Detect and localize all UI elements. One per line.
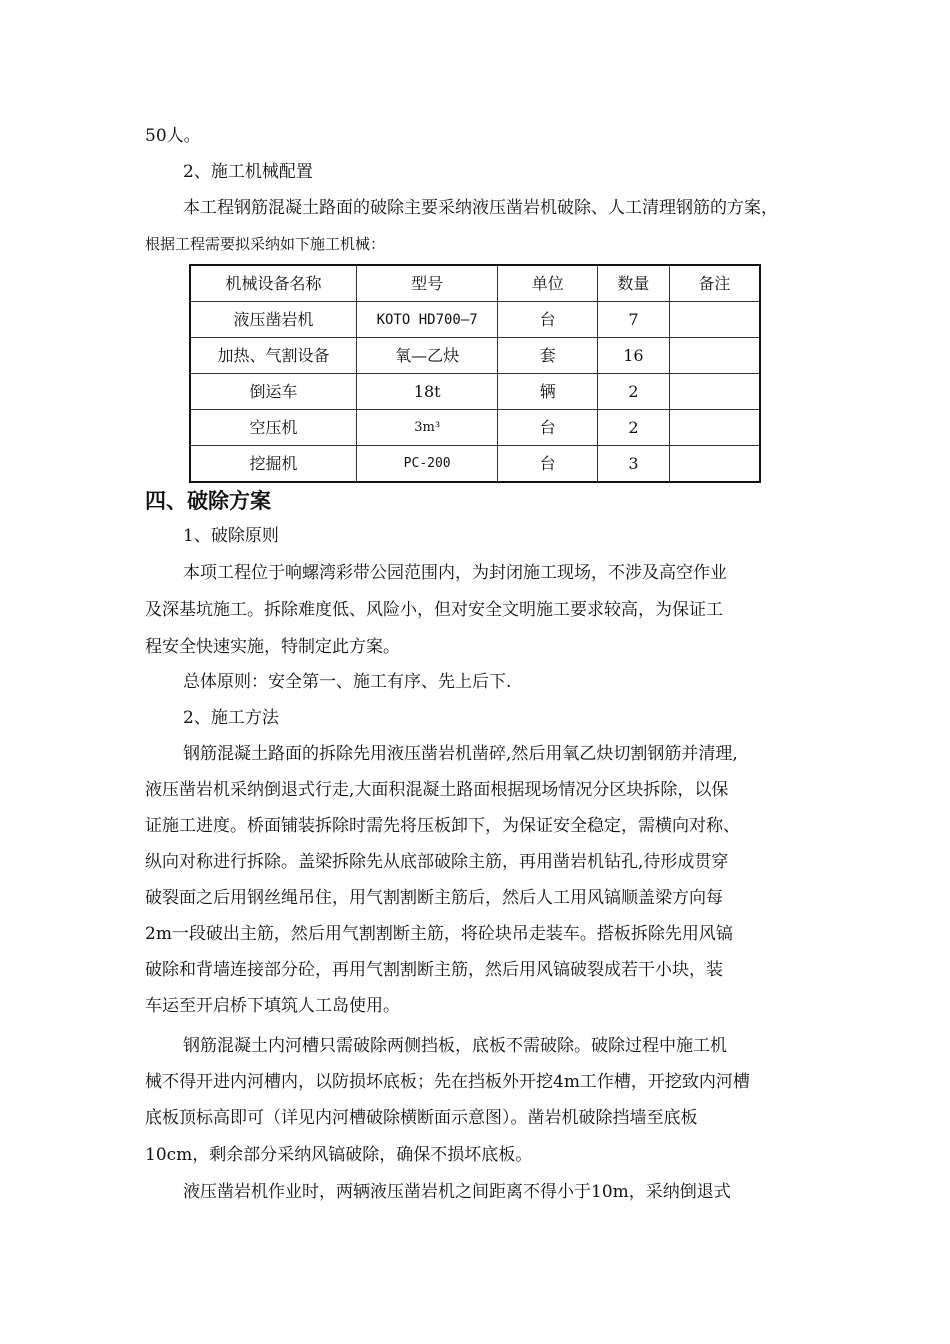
table-cell: 加热、气割设备 [190, 338, 356, 374]
table-row [190, 410, 760, 446]
paragraph-line: 破裂面之后用钢丝绳吊住，用气割割断主筋后，然后人工用风镐顺盖梁方向每 [145, 888, 723, 908]
paragraph-line: 程安全快速实施，特制定此方案。 [145, 637, 400, 657]
table-row [190, 302, 760, 338]
table-header-cell: 机械设备名称 [190, 265, 356, 302]
paragraph-line: 车运至开启桥下填筑人工岛使用。 [145, 996, 400, 1016]
paragraph-line: 钢筋混凝土路面的拆除先用液压凿岩机凿碎,然后用氧乙炔切割钢筋并清理, [183, 744, 738, 764]
table-header-cell: 单位 [498, 265, 598, 302]
paragraph-line: 液压凿岩机作业时，两辆液压凿岩机之间距离不得小于10m，采纳倒退式 [183, 1182, 731, 1202]
table-cell [669, 302, 760, 338]
table-cell: PC-200 [356, 446, 498, 483]
paragraph-line: 及深基坑施工。拆除难度低、风险小，但对安全文明施工要求较高，为保证工 [145, 600, 723, 620]
table-cell [669, 374, 760, 410]
paragraph-line: 械不得开进内河槽内，以防损坏底板；先在挡板外开挖4m工作槽，开挖致内河槽 [145, 1072, 750, 1092]
table-row [190, 338, 760, 374]
paragraph-line: 钢筋混凝土内河槽只需破除两侧挡板，底板不需破除。破除过程中施工机 [183, 1036, 727, 1056]
table-header-cell: 备注 [669, 265, 760, 302]
table-header-cell: 数量 [598, 265, 670, 302]
table-header-row [190, 265, 760, 302]
text-line: 根据工程需要拟采纳如下施工机械： [145, 235, 386, 253]
paragraph-line: 液压凿岩机采纳倒退式行走,大面积混凝土路面根据现场情况分区块拆除，以保 [145, 780, 729, 800]
table-row [190, 374, 760, 410]
paragraph-line: 10cm，剩余部分采纳风镐破除，确保不损坏底板。 [145, 1145, 533, 1165]
text-line: 本工程钢筋混凝土路面的破除主要采纳液压凿岩机破除、人工清理钢筋的方案， [183, 198, 778, 218]
table-cell: 3 [598, 446, 670, 483]
subheading-principle: 1、破除原则 [183, 526, 279, 546]
paragraph-line: 破除和背墙连接部分砼，再用气割割断主筋，然后用风镐破裂成若干小块，装 [145, 960, 723, 980]
table-cell [669, 446, 760, 483]
section-heading: 四、破除方案 [145, 489, 271, 513]
subheading-method: 2、施工方法 [183, 708, 279, 728]
paragraph-line: 底板顶标高即可（详见内河槽破除横断面示意图）。凿岩机破除挡墙至底板 [145, 1108, 698, 1128]
table-cell: 氧—乙炔 [356, 338, 498, 374]
table-cell: 台 [498, 410, 598, 446]
paragraph-line: 本项工程位于响螺湾彩带公园范围内，为封闭施工现场，不涉及高空作业 [183, 563, 727, 583]
paragraph-line: 纵向对称进行拆除。盖梁拆除先从底部破除主筋，再用凿岩机钻孔,待形成贯穿 [145, 852, 729, 872]
table-cell: 18t [356, 374, 498, 410]
table-cell: 液压凿岩机 [190, 302, 356, 338]
paragraph-line: 总体原则：安全第一、施工有序、先上后下. [183, 672, 512, 692]
table-cell: 7 [598, 302, 670, 338]
text-line: 50人。 [145, 126, 201, 146]
table-cell: 3m³ [356, 410, 498, 446]
table-cell [669, 338, 760, 374]
table-cell: 2 [598, 410, 670, 446]
table-cell: 2 [598, 374, 670, 410]
table-cell: 辆 [498, 374, 598, 410]
table-cell: 台 [498, 446, 598, 483]
table-row [190, 446, 760, 483]
paragraph-line: 证施工进度。桥面铺装拆除时需先将压板卸下，为保证安全稳定，需横向对称、 [145, 816, 740, 836]
subheading-machinery: 2、施工机械配置 [183, 162, 313, 182]
table-cell: 台 [498, 302, 598, 338]
table-cell: 空压机 [190, 410, 356, 446]
table-header-cell: 型号 [356, 265, 498, 302]
machinery-table [189, 264, 761, 483]
paragraph-line: 2m一段破出主筋，然后用气割割断主筋，将砼块吊走装车。搭板拆除先用风镐 [145, 924, 733, 944]
table-cell: 套 [498, 338, 598, 374]
table-cell: 倒运车 [190, 374, 356, 410]
table-cell: 挖掘机 [190, 446, 356, 483]
table-cell: KOTO HD700—7 [356, 302, 498, 338]
table-cell: 16 [598, 338, 670, 374]
table-cell [669, 410, 760, 446]
